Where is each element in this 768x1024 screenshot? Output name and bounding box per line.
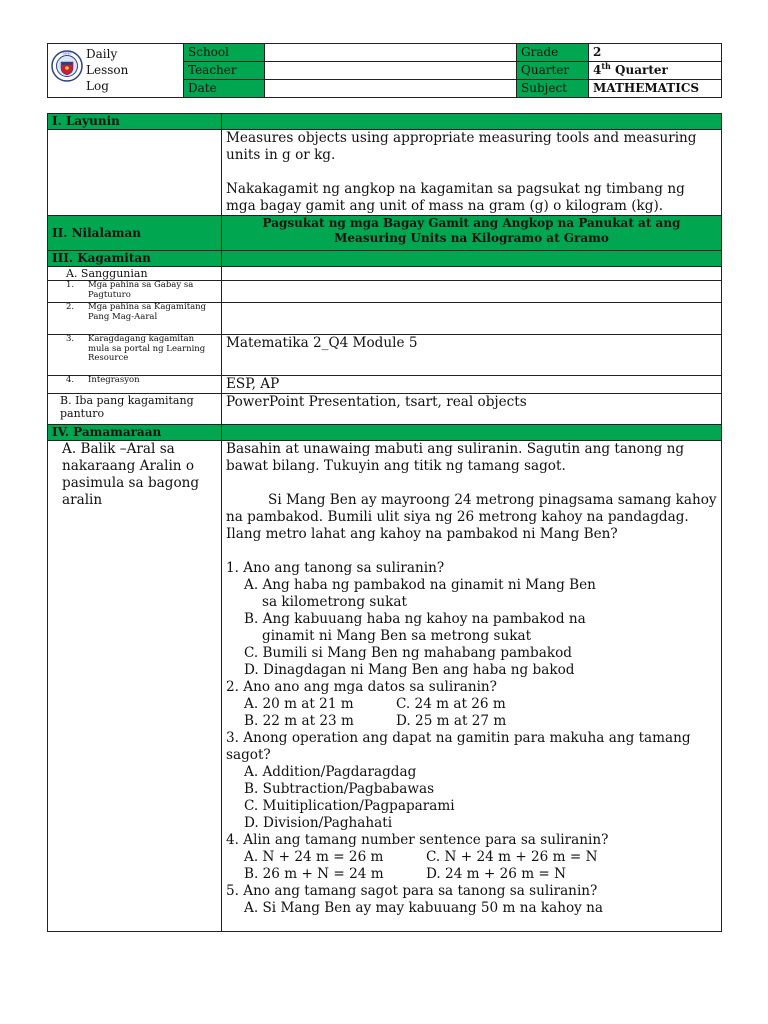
q1-option-b-line2: ginamit ni Mang Ben sa metrong sukat	[262, 628, 532, 644]
quarter-value	[589, 62, 722, 80]
school-label: School	[184, 44, 265, 62]
q3-option-c: C. Muitiplication/Pagpaparami	[244, 798, 455, 814]
instructions-text: Basahin at unawaing mabuti ang suliranin. Sagutin ang tanong ng bawat bilang. Tukuyin ang titik ng tamang sagot.	[226, 441, 685, 474]
daily-lesson-log-title	[86, 46, 128, 94]
item1-row-label	[48, 281, 222, 303]
section-nilalaman: II. Nilalaman	[48, 216, 222, 251]
q1-option-a-line1: A. Ang haba ng pambakod na ginamit ni Mang Ben	[244, 577, 596, 593]
section-pamamaraan: IV. Pamamaraan	[48, 425, 222, 441]
quarter-num: 4	[593, 63, 602, 77]
dll-line-2: Lesson	[86, 62, 129, 77]
q4-option-b: B. 26 m + N = 24 m	[244, 866, 384, 882]
q4-option-d: D. 24 m + 26 m = N	[426, 866, 567, 882]
grade-value: 2	[589, 44, 722, 62]
dll-line-1: Daily	[86, 46, 118, 61]
item2-num: 2.	[65, 302, 75, 312]
section-layunin: I. Layunin	[48, 114, 222, 130]
item4-label: Integrasyon	[88, 375, 140, 385]
quarter-word: Quarter	[610, 63, 668, 77]
layunin-text	[222, 130, 722, 216]
deped-seal-icon	[51, 50, 83, 82]
logo-text: DEPED	[62, 52, 72, 56]
q2-option-a: A. 20 m at 21 m	[244, 696, 354, 712]
q1-option-b-line1: B. Ang kabuuang haba ng kahoy na pambakod na	[244, 611, 586, 627]
layunin-text-fil: Nakakagamit ng angkop na kagamitan sa pagsukat ng timbang ng mga bagay gamit ang unit of mass na gram (g) o kilogram (kg).	[226, 181, 685, 214]
section-kagamitan: III. Kagamitan	[48, 251, 222, 267]
q3-option-d: D. Division/Paghahati	[244, 815, 393, 831]
q4-option-a: A. N + 24 m = 26 m	[244, 849, 384, 865]
item1-value	[222, 281, 722, 303]
question-3: 3. Anong operation ang dapat na gamitin para makuha ang tamang sagot?	[226, 730, 691, 763]
q1-option-a-line2: sa kilometrong sukat	[262, 594, 407, 610]
item1-num: 1.	[65, 280, 75, 290]
subject-label: Subject	[517, 80, 589, 98]
q2-option-c: C. 24 m at 26 m	[396, 696, 506, 712]
q1-option-d: D. Dinagdagan ni Mang Ben ang haba ng bakod	[244, 662, 575, 678]
item3-label: Karagdagang kagamitan mula sa portal ng Learning Resource	[88, 334, 206, 363]
nilalaman-title: Pagsukat ng mga Bagay Gamit ang Angkop na Panukat at ang Measuring Units na Kilogramo at Gramo	[222, 216, 722, 251]
item3-row-label	[48, 335, 222, 376]
iba-pang-kagamitan-value: PowerPoint Presentation, tsart, real objects	[222, 394, 722, 425]
header-table	[47, 43, 722, 98]
date-label: Date	[184, 80, 265, 98]
q2-row-1	[226, 696, 717, 713]
subject-value: MATHEMATICS	[589, 80, 722, 98]
q1-option-c: C. Bumili si Mang Ben ng mahabang pambakod	[244, 645, 572, 661]
q3-option-a: A. Addition/Pagdaragdag	[244, 764, 417, 780]
school-value[interactable]	[265, 44, 517, 62]
dll-line-3: Log	[86, 78, 109, 93]
q3-option-b: B. Subtraction/Pagbabawas	[244, 781, 435, 797]
q2-option-b: B. 22 m at 23 m	[244, 713, 354, 729]
item4-num: 4.	[65, 375, 75, 385]
teacher-label: Teacher	[184, 62, 265, 80]
question-5: 5. Ano ang tamang sagot para sa tanong sa suliranin?	[226, 883, 598, 899]
item1-label: Mga pahina sa Gabay sa Pagtuturo	[88, 280, 194, 300]
question-1: 1. Ano ang tanong sa suliranin?	[226, 560, 445, 576]
sanggunian-label: A. Sanggunian	[48, 267, 222, 281]
q2-row-2	[226, 713, 717, 730]
item2-value	[222, 303, 722, 335]
item2-row-label	[48, 303, 222, 335]
date-value[interactable]	[265, 80, 517, 98]
question-2: 2. Ano ano ang mga datos sa suliranin?	[226, 679, 497, 695]
item4-row-label	[48, 376, 222, 394]
q4-option-c: C. N + 24 m + 26 m = N	[426, 849, 598, 865]
problem-text: Si Mang Ben ay mayroong 24 metrong pinagsama samang kahoy na pambakod. Bumili ulit siya ng 26 metrong kahoy na pandagdag. Ilang metro lahat ang kahoy na pambakod ni Mang Ben?	[226, 492, 717, 542]
quarter-sup: th	[601, 61, 611, 71]
balik-aral-content	[222, 441, 722, 932]
lesson-table	[47, 113, 722, 932]
teacher-value[interactable]	[265, 62, 517, 80]
q4-row-2	[226, 866, 717, 883]
item3-value: Matematika 2_Q4 Module 5	[222, 335, 722, 376]
item3-num: 3.	[65, 334, 75, 344]
balik-aral-label: A. Balik –Aral sa nakaraang Aralin o pasimula sa bagong aralin	[48, 441, 222, 932]
grade-label: Grade	[517, 44, 589, 62]
q5-option-a: A. Si Mang Ben ay may kabuuang 50 m na kahoy na	[244, 900, 604, 916]
q2-option-d: D. 25 m at 27 m	[396, 713, 507, 729]
quarter-label: Quarter	[517, 62, 589, 80]
question-4: 4. Alin ang tamang number sentence para sa suliranin?	[226, 832, 609, 848]
item4-value: ESP, AP	[222, 376, 722, 394]
item2-label: Mga pahina sa Kagamitang Pang Mag-Aaral	[88, 302, 207, 322]
layunin-text-en: Measures objects using appropriate measuring tools and measuring units in g or kg.	[226, 130, 697, 163]
q4-row-1	[226, 849, 717, 866]
iba-pang-kagamitan-label: B. Iba pang kagamitang panturo	[48, 394, 222, 425]
logo-cell	[48, 44, 184, 98]
